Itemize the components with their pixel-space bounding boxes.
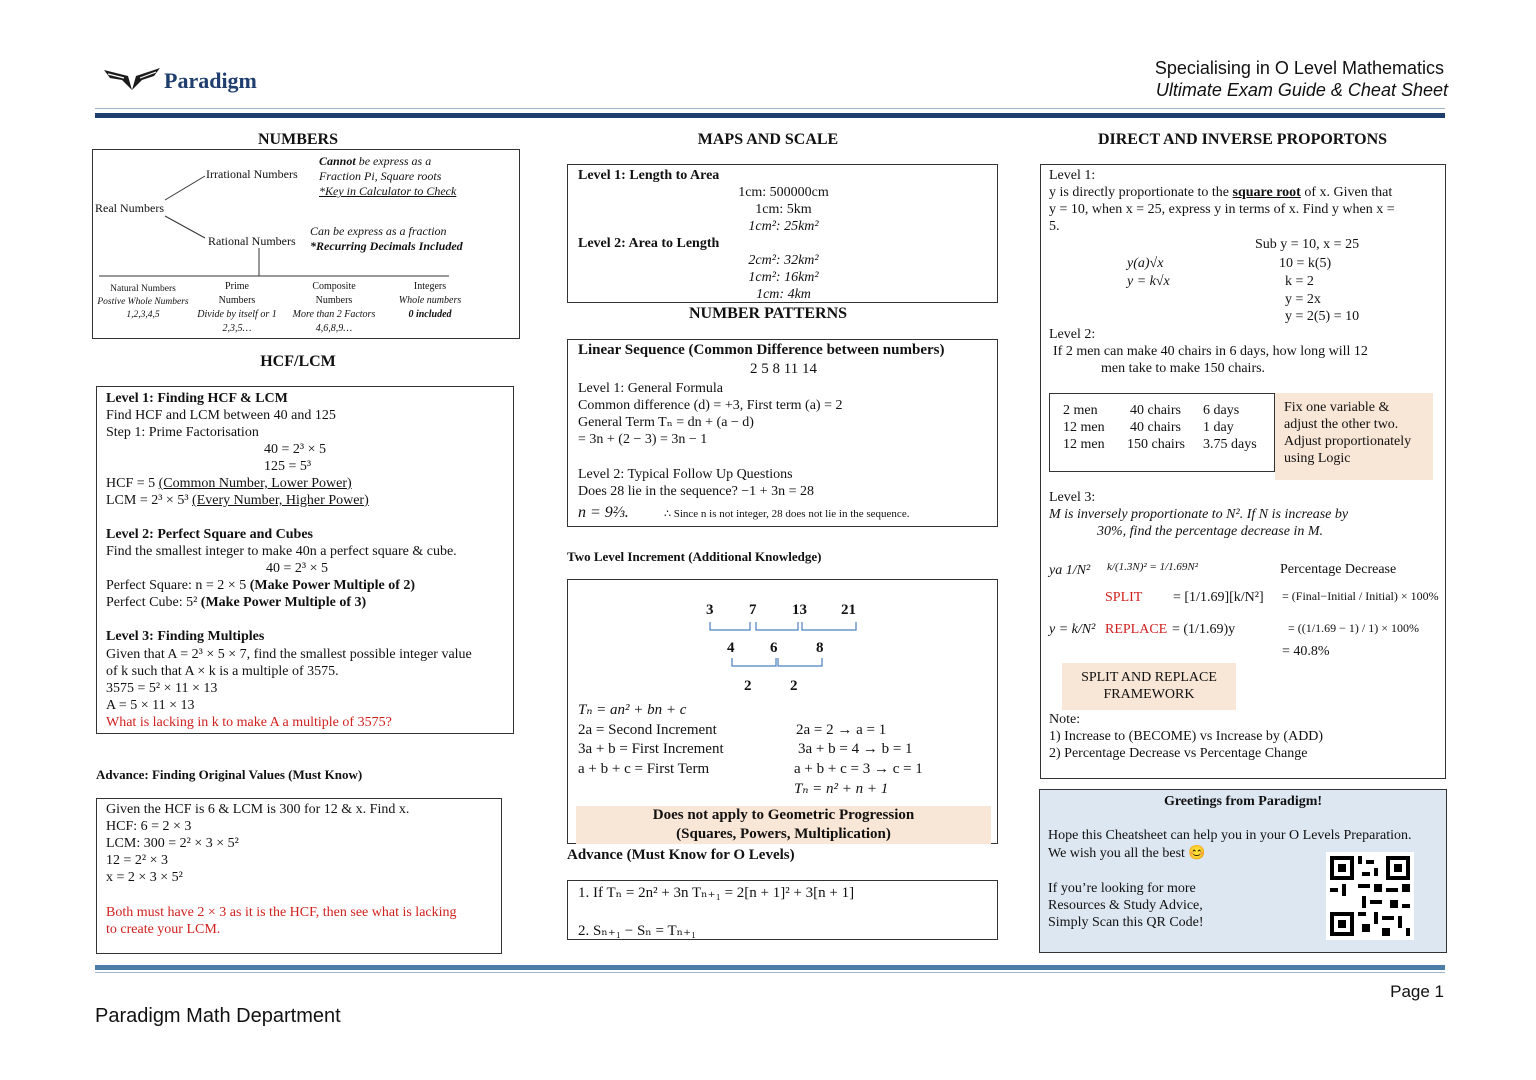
rational-note-1: Can be express as a fraction <box>310 224 447 238</box>
linear-d: = 3n + (2 − 3) = 3n − 1 <box>578 432 708 447</box>
t01: 40 chairs <box>1130 403 1181 418</box>
hcf-advance-title: Advance: Finding Original Values (Must Know) <box>96 767 363 782</box>
prop-ya: y(a)√x <box>1127 256 1164 271</box>
row3-0: 2 <box>744 678 752 694</box>
footer-rule-thin <box>95 972 1445 973</box>
row1-0: 3 <box>706 602 714 618</box>
split-replace-framework: SPLIT AND REPLACE FRAMEWORK <box>1062 663 1236 710</box>
wings-logo-icon <box>102 66 162 94</box>
greet-d: Resources & Study Advice, <box>1048 898 1203 913</box>
hcf-l1-b: Step 1: Prime Factorisation <box>106 425 259 440</box>
maps-l1-head: Level 1: Length to Area <box>578 168 720 183</box>
integers-col: Integers Whole numbers 0 included <box>398 281 462 320</box>
maps-title: MAPS AND SCALE <box>697 131 839 148</box>
patterns-advance-box <box>567 880 998 940</box>
hcf-l2-b: 40 = 2³ × 5 <box>266 561 328 576</box>
hcf-l1-head: Level 1: Finding HCF & LCM <box>106 391 288 406</box>
header-rule-thick <box>95 113 1445 118</box>
prop-l2-a: If 2 men can make 40 chairs in 6 days, how long will 12 <box>1053 344 1368 359</box>
t10: 12 men <box>1063 420 1105 435</box>
t12: 1 day <box>1203 420 1234 435</box>
numbers-box <box>92 149 520 339</box>
hcf-l3-a: Given that A = 2³ × 5 × 7, find the smallest possible integer value <box>106 647 472 662</box>
prop-l1: Level 1: <box>1049 168 1096 183</box>
greet-e: Simply Scan this QR Code! <box>1048 915 1204 930</box>
prime-numbers-col: Prime Numbers Divide by itself or 1 2,3,5… <box>197 281 277 334</box>
linear-g2: ∴ Since n is not integer, 28 does not lie in the sequence. <box>664 508 910 520</box>
hcf-l3-b: of k such that A × k is a multiple of 3575. <box>106 664 339 679</box>
prop-pd3: = 40.8% <box>1282 644 1330 659</box>
linear-box <box>567 339 998 527</box>
tagline-1: Specialising in O Level Mathematics <box>1154 58 1444 78</box>
linear-a: Level 1: General Formula <box>578 381 724 396</box>
prop-note2: 2) Percentage Decrease vs Percentage Change <box>1049 746 1308 761</box>
prop-split: SPLIT <box>1105 590 1143 605</box>
prop-pd: Percentage Decrease <box>1280 562 1397 577</box>
prop-pd2: = ((1/1.69 − 1) / 1) × 100% <box>1288 621 1419 635</box>
adv-g: to create your LCM. <box>106 922 221 937</box>
composite-numbers-col: Composite Numbers More than 2 Factors 4,6,8,9… <box>292 281 376 334</box>
maps-l1-b: 1cm: 5km <box>755 202 812 217</box>
maps-l2-head: Level 2: Area to Length <box>578 236 720 251</box>
rational-note-2: *Recurring Decimals Included <box>310 239 463 253</box>
proportion-title: DIRECT AND INVERSE PROPORTONS <box>1097 131 1388 148</box>
t5: Tₙ = n² + n + 1 <box>794 781 889 797</box>
t00: 2 men <box>1063 403 1098 418</box>
greetings-box <box>1039 789 1447 953</box>
prop-s4: y = 2(5) = 10 <box>1285 309 1360 324</box>
prop-l3-a: M is inversely proportionate to N². If N is increase by <box>1049 507 1349 522</box>
maps-l2-a: 2cm²: 32km² <box>748 253 819 268</box>
hcf-l1-e: HCF = 5 (Common Number, Lower Power) <box>106 476 352 491</box>
prop-s3: y = 2x <box>1285 292 1321 307</box>
prop-ratio: k/(1.3N)² = 1/1.69N² <box>1107 561 1199 573</box>
adv-e: x = 2 × 3 × 5² <box>106 870 183 885</box>
greet-title: Greetings from Paradigm! <box>1163 794 1323 809</box>
irrational-note-3: *Key in Calculator to Check <box>319 184 457 198</box>
hcf-l3-d: A = 5 × 11 × 13 <box>106 698 195 713</box>
t4b: a + b + c = 3 → c = 1 <box>794 761 923 777</box>
prop-yk: y = k√x <box>1127 274 1170 289</box>
real-numbers: Real Numbers <box>95 201 164 215</box>
prop-l3-b: 30%, find the percentage decrease in M. <box>1097 524 1324 539</box>
qr-code-icon[interactable] <box>1326 852 1414 940</box>
maps-l2-c: 1cm: 4km <box>756 287 811 302</box>
linear-f: Does 28 lie in the sequence? −1 + 3n = 28 <box>578 484 814 499</box>
prop-sub: Sub y = 10, x = 25 <box>1255 237 1360 252</box>
page-number: Page 1 <box>1390 982 1444 1001</box>
t02: 6 days <box>1203 403 1240 418</box>
prop-ya-frac: ya 1/N² <box>1049 563 1091 578</box>
hcf-l1-f: LCM = 2³ × 5³ (Every Number, Higher Power) <box>106 493 369 508</box>
row1-2: 13 <box>792 602 807 618</box>
adv2: 2. Sₙ₊₁ − Sₙ = Tₙ₊₁ <box>578 923 697 939</box>
natural-numbers-col: Natural Numbers Postive Whole Numbers 1,2,3,4,5 <box>97 284 189 320</box>
irrational-numbers: Irrational Numbers <box>206 167 298 181</box>
prop-note1: 1) Increase to (BECOME) vs Increase by (ADD) <box>1049 729 1324 744</box>
hcf-l2-c: Perfect Square: n = 2 × 5 (Make Power Multiple of 2) <box>106 578 416 593</box>
linear-b: Common difference (d) = +3, First term (a) = 2 <box>578 398 843 413</box>
hcf-l3-head: Level 3: Finding Multiples <box>106 629 265 644</box>
t4a: a + b + c = First Term <box>578 761 710 777</box>
maps-l2-b: 1cm²: 16km² <box>748 270 819 285</box>
t2a: 2a = Second Increment <box>578 722 717 738</box>
linear-e: Level 2: Typical Follow Up Questions <box>578 467 793 482</box>
footer-department: Paradigm Math Department <box>95 1005 341 1027</box>
t22: 3.75 days <box>1203 437 1257 452</box>
row3-1: 2 <box>790 678 798 694</box>
row1-3: 21 <box>841 602 856 618</box>
prop-s2: k = 2 <box>1285 274 1314 289</box>
prop-y-eq: y = k/N² <box>1049 622 1096 637</box>
adv-b: HCF: 6 = 2 × 3 <box>106 819 192 834</box>
hcf-box <box>96 386 514 734</box>
irrational-note-1: Cannot be express as a <box>319 154 432 168</box>
hcf-l1-c: 40 = 2³ × 5 <box>264 442 326 457</box>
hcf-l2-d: Perfect Cube: 5² (Make Power Multiple of 3) <box>106 595 367 610</box>
row1-1: 7 <box>749 602 757 618</box>
adv-f: Both must have 2 × 3 as it is the HCF, then see what is lacking <box>106 905 457 920</box>
row2-1: 6 <box>770 640 778 656</box>
prop-l3: Level 3: <box>1049 490 1096 505</box>
prop-l2-b: men take to make 150 chairs. <box>1101 361 1266 376</box>
adv1: 1. If Tₙ = 2n² + 3n Tₙ₊₁ = 2[n + 1]² + 3[n + 1] <box>578 885 855 901</box>
gp-note: Does not apply to Geometric Progression (Squares, Powers, Multiplication) <box>576 806 991 844</box>
hcf-l1-d: 125 = 5³ <box>264 459 312 474</box>
t21: 150 chairs <box>1127 437 1185 452</box>
chairs-table <box>1049 393 1275 472</box>
row2-2: 8 <box>816 640 824 656</box>
brand-name: Paradigm <box>164 68 257 93</box>
increment-brackets <box>568 580 999 700</box>
rational-numbers: Rational Numbers <box>208 234 296 248</box>
hcf-advance-box <box>96 798 502 954</box>
adv-c: LCM: 300 = 2² × 3 × 5² <box>106 836 239 851</box>
t11: 40 chairs <box>1130 420 1181 435</box>
tagline-2: Ultimate Exam Guide & Cheat Sheet <box>1155 80 1448 100</box>
prop-replace: REPLACE <box>1105 622 1168 637</box>
prop-l1-c: 5. <box>1049 219 1060 234</box>
hcf-l3-c: 3575 = 5² × 11 × 13 <box>106 681 218 696</box>
linear-g: n = 9⅔. <box>578 504 629 521</box>
maps-l1-a: 1cm: 500000cm <box>738 185 829 200</box>
prop-replace-eq: = (1/1.69)y <box>1172 622 1236 637</box>
footer-rule-thick <box>95 965 1445 970</box>
header-rule-thin <box>95 108 1445 109</box>
prop-split-eq: = [1/1.69][k/N²] <box>1173 590 1264 605</box>
numbers-title: NUMBERS <box>257 131 338 148</box>
hcf-title: HCF/LCM <box>260 353 336 370</box>
hcf-l2-a: Find the smallest integer to make 40n a perfect square & cube. <box>106 544 457 559</box>
hcf-l2-head: Level 2: Perfect Square and Cubes <box>106 527 313 542</box>
row2-0: 4 <box>727 640 735 656</box>
linear-head: Linear Sequence (Common Difference between numbers) <box>578 342 945 358</box>
patterns-advance-title: Advance (Must Know for O Levels) <box>567 847 795 863</box>
greet-a: Hope this Cheatsheet can help you in your O Levels Preparation. <box>1048 828 1412 843</box>
prop-l1-a: y is directly proportionate to the square root of x. Given that <box>1049 185 1393 200</box>
linear-seq: 2 5 8 11 14 <box>750 361 817 377</box>
t20: 12 men <box>1063 437 1105 452</box>
prop-l2: Level 2: <box>1049 327 1096 342</box>
prop-note: Note: <box>1049 712 1081 727</box>
prop-s1: 10 = k(5) <box>1279 256 1332 271</box>
linear-c: General Term Tₙ = dn + (a − d) <box>578 415 754 430</box>
proportion-tip: Fix one variable & adjust the other two. Adjust proportionately using Logic <box>1275 393 1433 480</box>
tn-general: Tₙ = an² + bn + c <box>578 702 687 718</box>
hcf-l3-e: What is lacking in k to make A a multiple of 3575? <box>106 715 392 730</box>
maps-l1-c: 1cm²: 25km² <box>748 219 819 234</box>
irrational-note-2: Fraction Pi, Square roots <box>319 169 442 183</box>
greet-c: If you’re looking for more <box>1048 881 1196 896</box>
two-level-title: Two Level Increment (Additional Knowledge) <box>567 549 822 564</box>
patterns-title: NUMBER PATTERNS <box>688 305 848 322</box>
prop-l1-b: y = 10, when x = 25, express y in terms of x. Find y when x = <box>1049 202 1395 217</box>
t2b: 2a = 2 → a = 1 <box>796 722 887 738</box>
t3a: 3a + b = First Increment <box>578 741 724 757</box>
two-level-box <box>567 579 998 844</box>
prop-pd1: = (Final−Initial / Initial) × 100% <box>1282 589 1439 603</box>
maps-box <box>567 164 998 303</box>
greet-b: We wish you all the best 😊 <box>1048 846 1206 861</box>
hcf-l1-a: Find HCF and LCM between 40 and 125 <box>106 408 336 423</box>
t3b: 3a + b = 4 → b = 1 <box>798 741 913 757</box>
adv-a: Given the HCF is 6 & LCM is 300 for 12 & x. Find x. <box>106 802 410 817</box>
adv-d: 12 = 2² × 3 <box>106 853 168 868</box>
proportion-box <box>1040 164 1446 779</box>
